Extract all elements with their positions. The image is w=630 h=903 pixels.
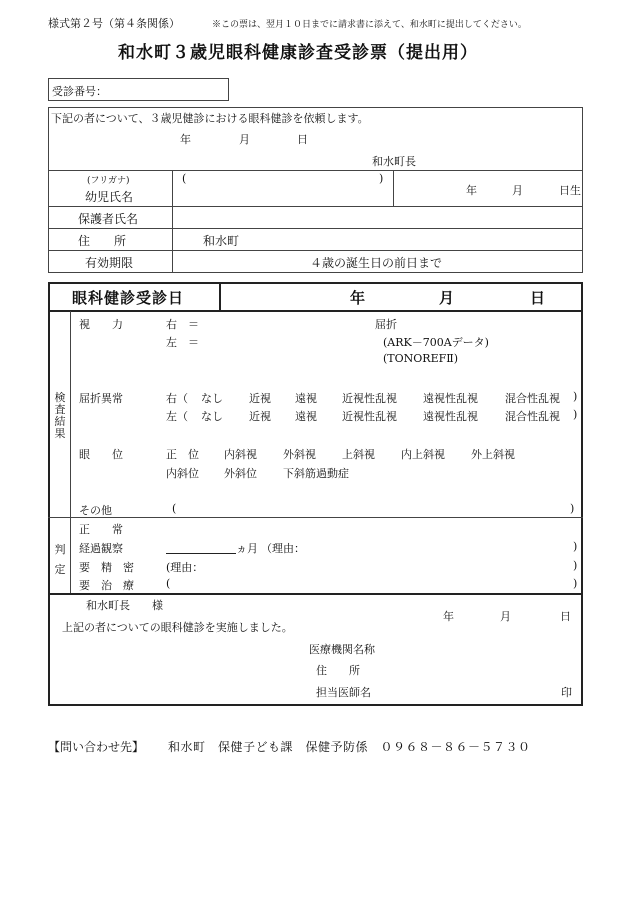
refractive-right-close: ) bbox=[573, 390, 578, 403]
validity-label: 有効期限 bbox=[85, 256, 134, 270]
vision-label: 視 力 bbox=[79, 318, 123, 331]
eye-position-option[interactable]: 内斜視 bbox=[224, 448, 257, 461]
refractive-left-option[interactable]: 近視 bbox=[249, 410, 271, 423]
refractive-left-prefix: 左（ bbox=[166, 410, 188, 423]
other-label: その他 bbox=[79, 504, 112, 517]
refractive-left-option[interactable]: なし bbox=[201, 410, 223, 423]
eye-position-option[interactable]: 外上斜視 bbox=[471, 448, 515, 461]
refractive-right-prefix: 右（ bbox=[166, 392, 188, 405]
form-number: 様式第２号（第４条関係） bbox=[48, 17, 180, 30]
contact-label: 【問い合わせ先】 bbox=[48, 740, 145, 754]
other-paren-open: ( bbox=[172, 502, 177, 515]
contact-value: 和水町 保健子ども課 保健予防係 ０９６８－８６－５７３０ bbox=[168, 740, 531, 754]
request-date-day: 日 bbox=[297, 133, 308, 146]
report-date-month: 月 bbox=[500, 610, 511, 623]
follow-up-months-field[interactable] bbox=[166, 541, 236, 554]
judgement-detail[interactable]: 要 精 密 bbox=[79, 561, 134, 574]
detail-close: ) bbox=[573, 559, 578, 572]
child-name-label: 幼児氏名 bbox=[85, 190, 134, 204]
eye-position-option[interactable]: 内上斜視 bbox=[401, 448, 445, 461]
vision-left: 左 ＝ bbox=[166, 336, 199, 349]
receipt-number-field[interactable] bbox=[48, 78, 229, 101]
follow-up-reason: （理由： bbox=[261, 542, 305, 555]
report-statement: 上記の者についての眼科健診を実施しました。 bbox=[62, 621, 293, 634]
refraction-tonoref: (TONOREFⅡ) bbox=[383, 352, 459, 365]
detail-reason: (理由： bbox=[166, 561, 204, 574]
refractive-right-option[interactable]: 近視性乱視 bbox=[342, 392, 397, 405]
eye-position-option[interactable]: 外斜位 bbox=[224, 467, 257, 480]
refractive-right-option[interactable]: なし bbox=[201, 392, 223, 405]
address-label: 住 所 bbox=[78, 234, 127, 248]
submission-note: ※この票は、翌月１０日までに請求書に添えて、和水町に提出してください。 bbox=[212, 20, 527, 30]
judgement-treatment[interactable]: 要 治 療 bbox=[79, 579, 134, 592]
refractive-right-option[interactable]: 遠視 bbox=[295, 392, 317, 405]
refractive-right-option[interactable]: 混合性乱視 bbox=[505, 392, 560, 405]
refractive-left-option[interactable]: 混合性乱視 bbox=[505, 410, 560, 423]
report-date-year: 年 bbox=[443, 610, 454, 623]
institution-address-label: 住 所 bbox=[316, 664, 360, 677]
seal-mark: 印 bbox=[561, 686, 572, 699]
refraction-ark: (ARK－700Aデータ) bbox=[383, 336, 489, 349]
refractive-left-close: ) bbox=[573, 408, 578, 421]
guardian-name-field[interactable] bbox=[174, 208, 581, 227]
child-name-field[interactable] bbox=[174, 172, 392, 205]
guardian-label: 保護者氏名 bbox=[78, 212, 139, 226]
institution-label: 医療機関名称 bbox=[309, 643, 375, 656]
request-issuer: 和水町長 bbox=[372, 155, 416, 168]
exam-date-label: 眼科健診受診日 bbox=[72, 289, 185, 307]
refractive-left-option[interactable]: 遠視性乱視 bbox=[423, 410, 478, 423]
vision-right: 右 ＝ bbox=[166, 318, 199, 331]
furigana-paren-close: ) bbox=[379, 172, 384, 185]
treatment-paren-close: ) bbox=[573, 577, 578, 590]
eye-position-label: 眼 位 bbox=[79, 448, 123, 461]
address-value: 和水町 bbox=[203, 234, 240, 248]
furigana-paren-open: ( bbox=[182, 172, 187, 185]
page-title: 和水町３歳児眼科健康診査受診票（提出用） bbox=[118, 43, 478, 63]
results-side-label: 検査結果 bbox=[54, 391, 66, 440]
receipt-number-label: 受診番号： bbox=[52, 85, 107, 98]
birth-year: 年 bbox=[466, 184, 477, 197]
validity-value: ４歳の誕生日の前日まで bbox=[310, 256, 443, 270]
other-input[interactable] bbox=[182, 501, 567, 515]
follow-up-unit: ヵ月 bbox=[236, 542, 258, 555]
exam-date-day: 日 bbox=[530, 289, 547, 307]
other-paren-close: ) bbox=[570, 502, 575, 515]
judgement-normal[interactable]: 正 常 bbox=[79, 523, 123, 536]
eye-position-option[interactable]: 外斜視 bbox=[283, 448, 316, 461]
exam-date-month: 月 bbox=[439, 289, 456, 307]
report-date-day: 日 bbox=[560, 610, 571, 623]
report-addressee: 和水町長 様 bbox=[86, 599, 163, 612]
eye-position-option[interactable]: 正 位 bbox=[166, 448, 199, 461]
birth-day: 日生 bbox=[559, 184, 581, 197]
doctor-label: 担当医師名 bbox=[316, 686, 371, 699]
exam-date-year: 年 bbox=[350, 289, 367, 307]
furigana-label: (フリガナ) bbox=[87, 176, 130, 186]
request-text: 下記の者について、３歳児健診における眼科健診を依頼します。 bbox=[51, 112, 369, 125]
refractive-error-label: 屈折異常 bbox=[79, 392, 123, 405]
eye-position-option[interactable]: 下斜筋過動症 bbox=[283, 467, 349, 480]
eye-position-option[interactable]: 内斜位 bbox=[166, 467, 199, 480]
request-date-year: 年 bbox=[180, 133, 191, 146]
refractive-right-option[interactable]: 近視 bbox=[249, 392, 271, 405]
judgement-follow-up[interactable]: 経過観察 bbox=[79, 542, 123, 555]
refractive-left-option[interactable]: 近視性乱視 bbox=[342, 410, 397, 423]
treatment-paren-open: ( bbox=[166, 577, 171, 590]
refraction-label: 屈折 bbox=[375, 318, 397, 331]
birth-month: 月 bbox=[512, 184, 523, 197]
refractive-left-option[interactable]: 遠視 bbox=[295, 410, 317, 423]
request-date-month: 月 bbox=[239, 133, 250, 146]
follow-up-close: ) bbox=[573, 540, 578, 553]
judgement-side-label: 判定 bbox=[54, 543, 66, 576]
refractive-right-option[interactable]: 遠視性乱視 bbox=[423, 392, 478, 405]
eye-position-option[interactable]: 上斜視 bbox=[342, 448, 375, 461]
